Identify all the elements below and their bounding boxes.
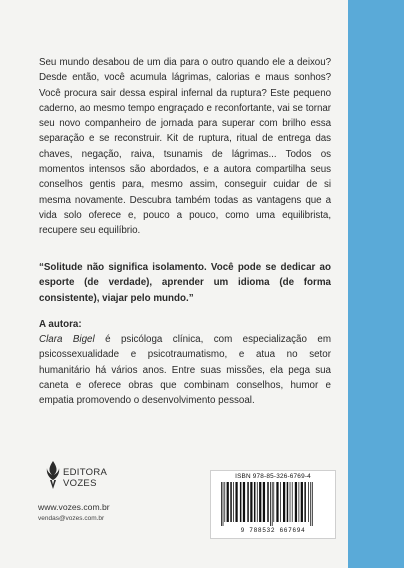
description-paragraph: Seu mundo desabou de um dia para o outro quando ele a deixou? Desde então, você acumula lágrimas, calorias e maus sonhos? Você procura sair dessa espiral infernal da ruptura? Este pequeno caderno, ao mesmo tempo engraçado e reconfortante, vai se tornar seu novo companheiro de jornada para superar com brilho essa separação e se reconstruir. Kit de ruptura, ritual de entrega das chaves, negação, raiva, tsunamis de lágrimas... Todos os momentos intensos são abordados, e a autora compartilha seus conselhos gentis para, mesmo assim, conseguir cuidar de si mesma novamente. Descubra também todas as vantagens que a vida solo oferece e, pouco a pouco, como uma equilibrista, recupere seu equilíbrio. [39, 57, 331, 237]
publisher-logo [46, 458, 116, 498]
barcode-panel [210, 470, 336, 539]
spine-band [348, 0, 404, 568]
barcode-digits: 9 788532 667694 [240, 527, 306, 534]
pull-quote: “Solitude não significa isolamento. Você pode se dedicar ao esporte (de verdade), aprender um idioma (de forma consistente), viajar pelo mundo.” [39, 262, 331, 304]
author-name: Clara Bigel [39, 334, 95, 345]
publisher-name-line1: EDITORA [63, 467, 108, 478]
author-heading: A autora: [39, 319, 82, 330]
publisher-name-line2: VOZES [63, 478, 97, 489]
publisher-website: www.vozes.com.br [38, 502, 110, 512]
barcode-bars [220, 482, 326, 526]
vozes-flame-logo-icon [46, 460, 60, 490]
author-bio [39, 332, 331, 408]
isbn-label: ISBN 978-85-326-6769-4 [235, 473, 311, 480]
publisher-email: vendas@vozes.com.br [38, 515, 105, 522]
author-bio-text: é psicóloga clínica, com especialização em psicossexualidade e psicotraumatismo, e atua no setor humanitário há vários anos. Entre suas missões, ela pega sua caneta e oferece obras que combinam conselhos, humor e empatia promovendo o desenvolvimento pessoal. [39, 334, 331, 407]
